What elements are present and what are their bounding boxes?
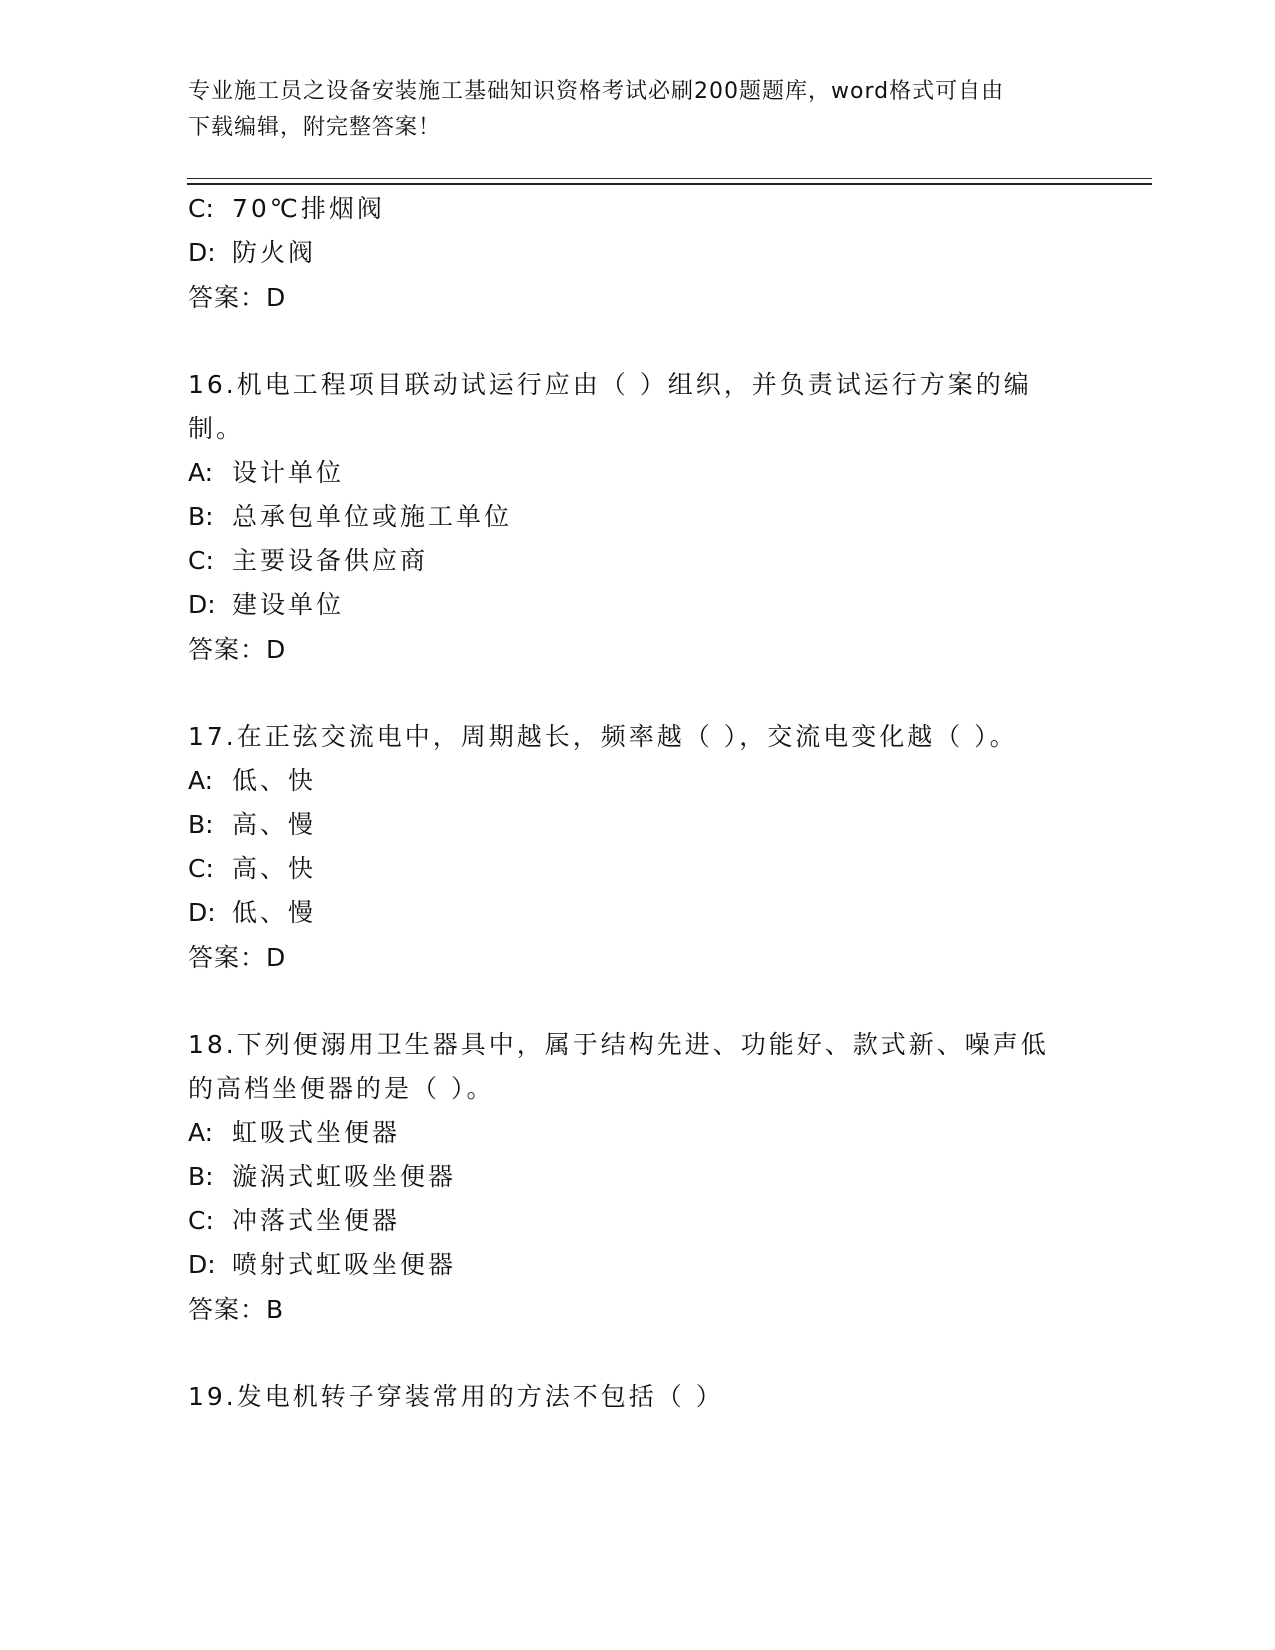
option-key: C: [188,854,214,883]
q16-option-d [188,590,344,620]
option-key: C: [188,1206,214,1235]
option-key: D: [188,590,216,619]
option-key: A: [188,1118,214,1147]
option-text: 虹吸式坐便器 [232,1118,401,1147]
q16-answer: 答案：D [188,635,287,664]
q17-answer: 答案：D [188,943,287,972]
q17-option-a [188,766,316,796]
header-line-1: 专业施工员之设备安装施工基础知识资格考试必刷200题题库，word格式可自由 [188,79,1005,104]
option-key: D: [188,898,216,927]
option-text: 主要设备供应商 [232,546,429,575]
q18-option-c [188,1206,400,1236]
option-text: 低、慢 [232,898,317,927]
q18-option-d [188,1250,456,1280]
q15-option-c [188,194,385,224]
option-text: 总承包单位或施工单位 [232,502,513,531]
option-key: A: [188,766,214,795]
q16-stem-line-2: 制。 [188,414,245,443]
q18-stem-line-2: 的高档坐便器的是（ ）。 [188,1074,495,1103]
option-key: D: [188,238,216,267]
header-divider-thin [187,178,1152,179]
q18-option-a [188,1118,400,1148]
option-key: D: [188,1250,216,1279]
header-divider-thick [187,183,1152,185]
q18-stem-line-1: 18.下列便溺用卫生器具中，属于结构先进、功能好、款式新、噪声低 [188,1030,1049,1059]
q17-option-c [188,854,316,884]
option-text: 设计单位 [232,458,345,487]
option-text: 喷射式虹吸坐便器 [232,1250,457,1279]
option-key: B: [188,1162,214,1191]
option-text: 建设单位 [232,590,345,619]
q15-answer: 答案：D [188,283,287,312]
q16-option-b [188,502,512,532]
option-text: 冲落式坐便器 [232,1206,401,1235]
option-key: B: [188,810,214,839]
q16-option-a [188,458,344,488]
q19-stem-line-1: 19.发电机转子穿装常用的方法不包括（ ） [188,1382,724,1411]
option-text: 高、慢 [232,810,317,839]
q18-answer: 答案：B [188,1295,285,1324]
q15-option-d [188,238,316,268]
q18-option-b [188,1162,456,1192]
q17-option-b [188,810,316,840]
option-text: 高、快 [232,854,317,883]
option-key: A: [188,458,214,487]
option-key: C: [188,194,214,223]
q17-stem-line-1: 17.在正弦交流电中，周期越长，频率越（ ），交流电变化越（ ）。 [188,722,1018,751]
header-line-2: 下载编辑，附完整答案！ [188,115,442,140]
option-text: 70℃排烟阀 [232,194,385,223]
document-header [188,74,1088,146]
option-text: 低、快 [232,766,317,795]
option-text: 防火阀 [232,238,317,267]
option-text: 漩涡式虹吸坐便器 [232,1162,457,1191]
q16-option-c [188,546,428,576]
q17-option-d [188,898,316,928]
q16-stem-line-1: 16.机电工程项目联动试运行应由（ ）组织，并负责试运行方案的编 [188,370,1032,399]
option-key: B: [188,502,214,531]
option-key: C: [188,546,214,575]
